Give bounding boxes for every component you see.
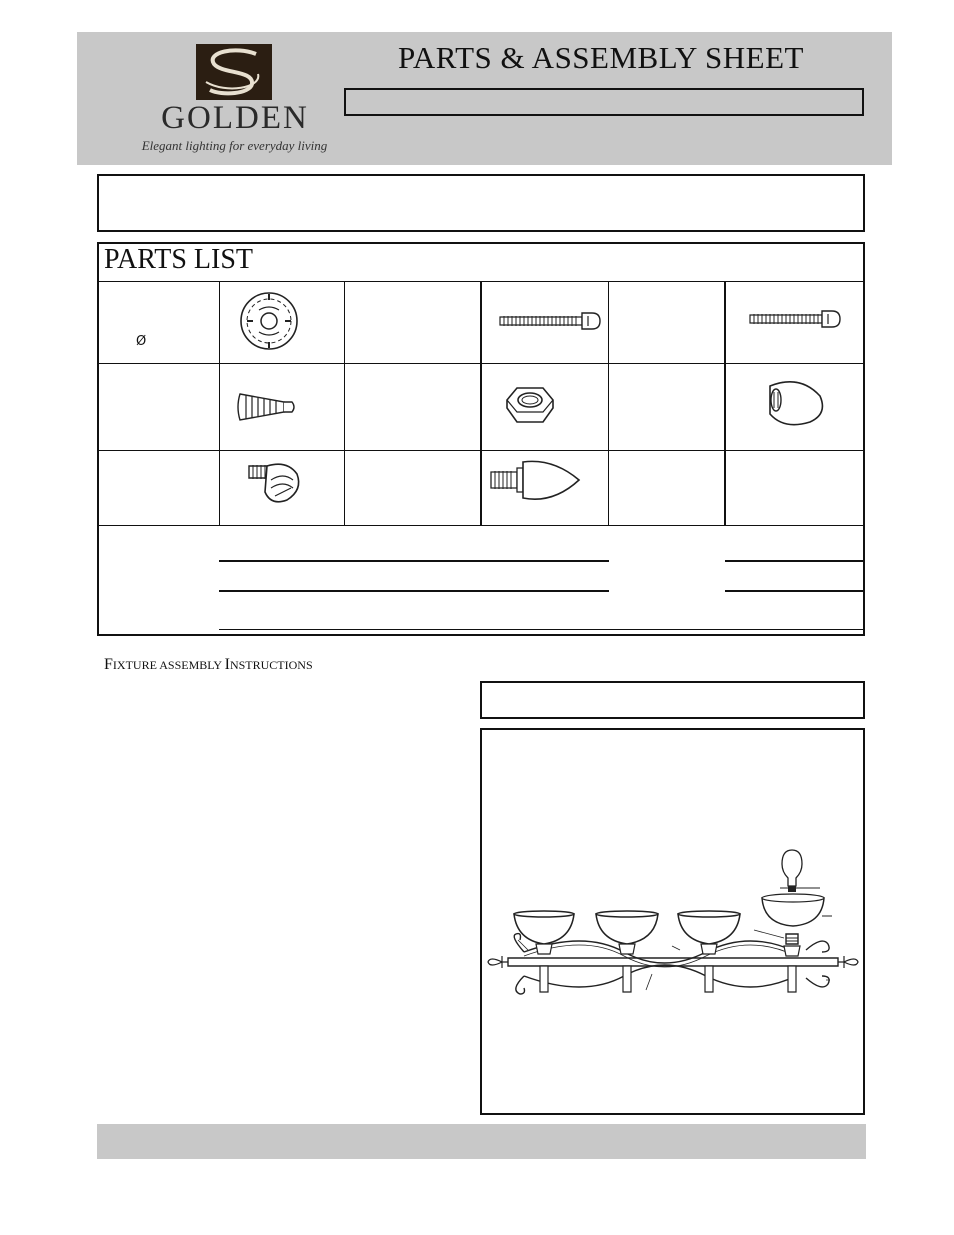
diameter-symbol: Ø	[136, 334, 147, 349]
logo-swirl-icon	[196, 44, 272, 100]
ground-screw-icon	[245, 454, 305, 514]
fill-line	[219, 590, 609, 592]
finial-ball-icon	[762, 376, 828, 428]
mounting-plate-icon	[239, 286, 299, 356]
diagram-caption-box	[480, 681, 865, 719]
assembly-instructions-heading	[104, 656, 313, 674]
wire-nut-icon	[236, 386, 298, 428]
footer-bar	[97, 1124, 866, 1159]
heading-cap-i: I	[224, 656, 230, 673]
logo-mark	[196, 44, 272, 100]
fill-line	[219, 629, 865, 630]
table-divider	[219, 281, 220, 526]
hex-nut-icon	[503, 382, 557, 428]
heading-cap-f: F	[104, 656, 113, 673]
brand-name: GOLDEN	[161, 100, 309, 136]
table-divider	[724, 281, 726, 526]
fixture-diagram-illustration	[484, 840, 860, 1010]
fill-line	[219, 560, 609, 562]
fill-line	[725, 590, 865, 592]
brand-tagline: Elegant lighting for everyday living	[141, 138, 328, 153]
heading-text-part2: NSTRUCTIONS	[229, 658, 313, 672]
table-divider	[344, 281, 345, 526]
cap-finial-icon	[489, 458, 585, 504]
notes-box	[97, 174, 865, 232]
page-title: PARTS & ASSEMBLY SHEET	[398, 40, 804, 75]
fill-line	[725, 560, 865, 562]
glass-shade-icon	[762, 894, 832, 926]
long-screw-icon	[498, 310, 606, 332]
heading-text-part1: IXTURE ASSEMBLY	[112, 658, 225, 672]
table-divider	[608, 281, 609, 526]
parts-list-heading: PARTS LIST	[104, 244, 253, 275]
long-screw-icon	[748, 308, 844, 330]
table-divider	[480, 281, 482, 526]
light-bulb-icon	[780, 850, 820, 892]
model-number-field	[344, 88, 864, 116]
